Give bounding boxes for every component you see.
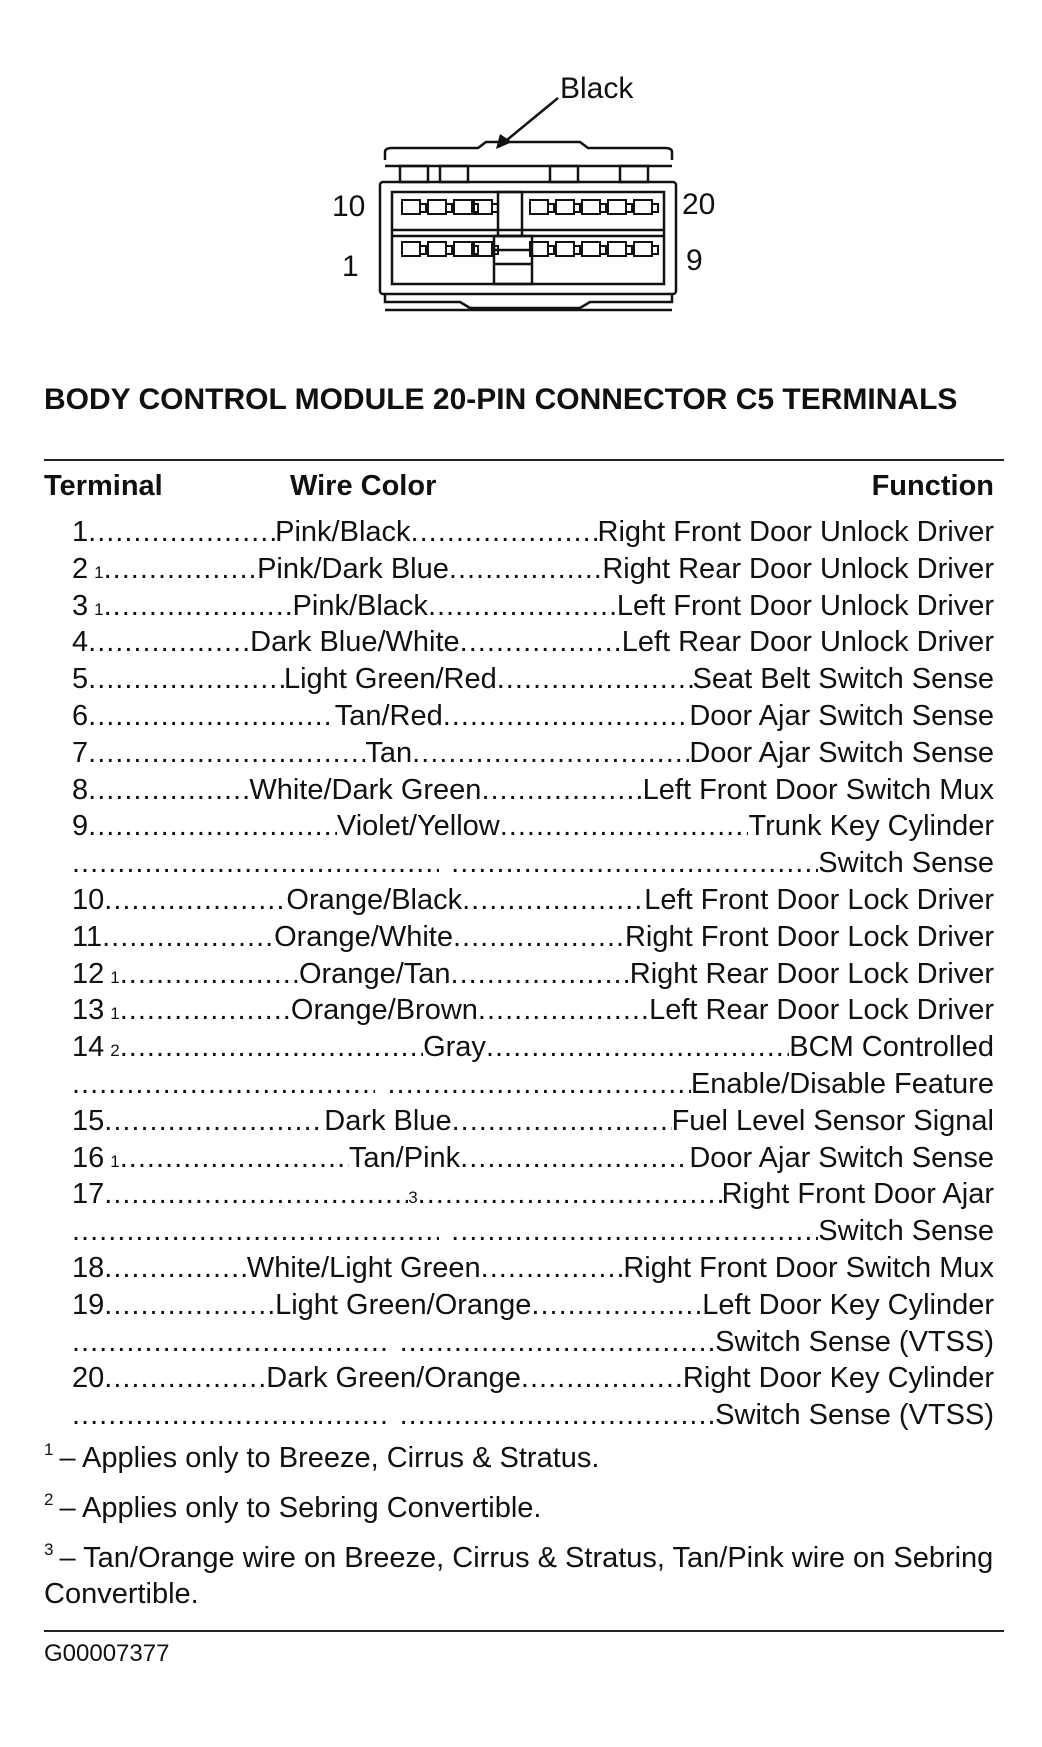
terminal-number: 15 [72, 1104, 105, 1137]
page-title: BODY CONTROL MODULE 20-PIN CONNECTOR C5 TERMINALS [44, 383, 958, 416]
terminal-function: Right Front Door Lock Driver [624, 920, 994, 953]
table-row [72, 1250, 994, 1287]
terminal-number: 1 [72, 516, 89, 548]
terminal-cavity-top-1-latch [420, 204, 426, 212]
wire-color: Pink/Black [275, 516, 411, 548]
leader-dots [88, 772, 249, 809]
footnote-text: – Applies only to Breeze, Cirrus & Stratus. [59, 1442, 600, 1474]
terminal-function: Left Rear Door Lock Driver [649, 994, 994, 1027]
table-row [72, 919, 994, 956]
terminal-number: 9 [72, 810, 89, 843]
leader-dots [120, 1140, 349, 1177]
terminal-number: 6 [72, 699, 89, 732]
terminal-number: 17 [72, 1178, 105, 1211]
leader-dots [72, 1066, 375, 1103]
terminal-number: 3 [72, 589, 89, 622]
terminal-cavity-top-2 [428, 200, 446, 214]
terminal-cavity-bottom-9-latch [652, 246, 658, 254]
terminal-function: Right Door Key Cylinder [682, 1362, 994, 1395]
leader-dots [104, 882, 286, 919]
column-header-wire-color: Wire Color [290, 470, 437, 502]
terminal-function: Left Front Door Lock Driver [644, 883, 994, 916]
pin-label-20: 20 [682, 188, 716, 221]
table-row: 16 1 ..... Tan/Pink ..... Door Ajar Switch Sense [72, 1140, 994, 1177]
color-pointer-arrow [502, 98, 558, 144]
leader-dots [497, 661, 693, 698]
connector-color-label: Black [560, 72, 634, 105]
leader-dots [460, 624, 622, 661]
footnote-text: – Applies only to Sebring Convertible. [59, 1492, 542, 1524]
terminal-table [72, 514, 994, 1434]
footnote [44, 1490, 994, 1526]
wire-color: Light Green/Orange [275, 1288, 532, 1321]
table-row [72, 514, 994, 551]
footnote [44, 1440, 994, 1476]
wire-color: Orange/Black [286, 883, 463, 916]
terminal-function: Right Rear Door Unlock Driver [602, 552, 994, 585]
terminal-cavity-bottom-1 [402, 242, 420, 256]
leader-dots [412, 735, 689, 772]
leader-dots [451, 956, 630, 993]
leader-dots [104, 1287, 275, 1324]
leader-dots [88, 514, 275, 551]
terminal-cavity-bottom-8 [608, 242, 626, 256]
leader-dots [88, 661, 284, 698]
terminal-function: Door Ajar Switch Sense [689, 736, 994, 769]
leader-dots [462, 882, 644, 919]
leader-dots [478, 992, 649, 1029]
leader-dots [120, 992, 291, 1029]
leader-dots [102, 919, 274, 956]
table-row [72, 1397, 994, 1434]
leader-dots [104, 1360, 266, 1397]
leader-dots [531, 1287, 702, 1324]
wire-color: Dark Blue/White [250, 626, 460, 659]
leader-dots [120, 956, 299, 993]
terminal-function: Right Front Door Unlock Driver [597, 516, 994, 548]
connector-diagram [0, 0, 1042, 340]
leader-dots [88, 808, 337, 845]
wire-color: Tan/Red [334, 699, 443, 732]
table-row [72, 698, 994, 735]
leader-dots [88, 624, 250, 661]
terminal-function: Right Front Door Ajar [721, 1178, 994, 1211]
terminal-cavity-top-6-latch [574, 204, 580, 212]
table-row [72, 1176, 994, 1213]
terminal-function: Right Front Door Switch Mux [623, 1251, 994, 1284]
leader-dots [451, 1213, 818, 1250]
leader-dots [104, 588, 293, 625]
terminal-cavity-top-5 [530, 200, 548, 214]
table-row [72, 735, 994, 772]
terminal-number: 5 [72, 663, 89, 696]
leader-dots [452, 1103, 672, 1140]
terminal-cavity-bottom-8-latch [626, 246, 632, 254]
footnote-text: – Tan/Orange wire on Breeze, Cirrus & Stratus, Tan/Pink wire on Sebring Convertible. [44, 1542, 994, 1610]
footnote [44, 1540, 994, 1612]
leader-dots [460, 1140, 689, 1177]
wire-color: Pink/Dark Blue [257, 552, 449, 585]
leader-dots [88, 698, 335, 735]
footnote-marker: 1 [44, 1440, 54, 1459]
wire-color: Gray [423, 1031, 486, 1064]
leader-dots [387, 1066, 690, 1103]
leader-dots [72, 1324, 388, 1361]
wire-color: White/Dark Green [249, 773, 482, 806]
wire-color: Violet/Yellow [336, 810, 500, 843]
terminal-cavity-top-5-latch [548, 204, 554, 212]
leader-dots [500, 808, 749, 845]
leader-dots [104, 551, 257, 588]
terminal-function: Seat Belt Switch Sense [692, 663, 994, 696]
footnote-marker: 3 [44, 1540, 54, 1559]
terminal-cavity-bottom-9 [634, 242, 652, 256]
terminal-number: 2 [72, 552, 89, 585]
terminal-cavity-top-6 [556, 200, 574, 214]
table-row [72, 624, 994, 661]
terminal-cavity-top-7 [582, 200, 600, 214]
terminal-cavity-bottom-7-latch [600, 246, 606, 254]
table-row: 3 1 ..... Pink/Black ..... Left Front Door Unlock Driver [72, 588, 994, 625]
table-row [72, 1360, 994, 1397]
terminal-function: Door Ajar Switch Sense [689, 699, 994, 732]
table-row: 14 2 ..... Gray ..... BCM Controlled [72, 1029, 994, 1066]
table-row [72, 772, 994, 809]
leader-dots [521, 1360, 683, 1397]
footer-divider [44, 1630, 1004, 1632]
terminal-function: Fuel Level Sensor Signal [671, 1104, 994, 1137]
leader-dots [72, 1397, 388, 1434]
table-row [72, 661, 994, 698]
terminal-cavity-top-9-latch [652, 204, 658, 212]
connector-housing-top [385, 142, 672, 160]
terminal-cavity-bottom-2-latch [446, 246, 452, 254]
wire-color: Pink/Black [292, 589, 428, 622]
leader-dots [72, 1213, 439, 1250]
terminal-function: Left Rear Door Unlock Driver [621, 626, 994, 659]
terminal-cavity-bottom-6-latch [574, 246, 580, 254]
leader-dots [453, 919, 625, 956]
terminal-function: Enable/Disable Feature [690, 1067, 994, 1100]
pin-label-1: 1 [342, 250, 359, 283]
terminal-cavity-bottom-6 [556, 242, 574, 256]
connector-body [380, 182, 676, 294]
leader-dots [104, 1176, 408, 1213]
footnotes [44, 1440, 994, 1626]
wire-color: Orange/White [274, 920, 453, 953]
wire-color: Tan [365, 736, 413, 769]
terminal-number: 16 [72, 1141, 105, 1174]
terminal-cavity-top-3 [454, 200, 472, 214]
terminal-function: Right Rear Door Lock Driver [629, 957, 994, 990]
leader-dots [88, 735, 365, 772]
connector-housing-bottom [385, 294, 672, 308]
leader-dots [411, 514, 598, 551]
terminal-function: BCM Controlled [789, 1031, 994, 1064]
figure-id: G00007377 [44, 1640, 170, 1667]
terminal-number: 18 [72, 1251, 105, 1284]
column-header-terminal: Terminal [44, 470, 163, 502]
column-header-function: Function [871, 470, 994, 502]
wire-color: Tan/Pink [348, 1141, 461, 1174]
terminal-number: 4 [72, 626, 89, 659]
table-row [72, 1287, 994, 1324]
table-row [72, 1324, 994, 1361]
terminal-function: Left Door Key Cylinder [702, 1288, 994, 1321]
leader-dots [104, 1250, 247, 1287]
terminal-function: Switch Sense [818, 847, 994, 880]
terminal-cavity-top-8-latch [626, 204, 632, 212]
terminal-cavity-bottom-1-latch [420, 246, 426, 254]
leader-dots [72, 845, 439, 882]
leader-dots [400, 1397, 716, 1434]
terminal-number: 20 [72, 1362, 105, 1395]
wire-color: Orange/Brown [290, 994, 478, 1027]
terminal-cavity-bottom-2 [428, 242, 446, 256]
terminal-cavity-top-1 [402, 200, 420, 214]
table-row: 2 1 ..... Pink/Dark Blue ..... Right Rear Door Unlock Driver [72, 551, 994, 588]
terminal-function: Left Front Door Switch Mux [642, 773, 994, 806]
terminal-cavity-bottom-3 [454, 242, 472, 256]
leader-dots [486, 1029, 789, 1066]
leader-dots [428, 588, 617, 625]
terminal-cavity-top-9 [634, 200, 652, 214]
wire-color: Dark Green/Orange [266, 1362, 521, 1395]
table-row [72, 882, 994, 919]
pin-label-9: 9 [686, 244, 703, 277]
leader-dots [104, 1103, 324, 1140]
leader-dots [481, 1250, 624, 1287]
terminal-cavity-bottom-5-latch [548, 246, 554, 254]
terminal-function: Door Ajar Switch Sense [689, 1141, 994, 1174]
leader-dots [481, 772, 642, 809]
terminal-number: 19 [72, 1288, 105, 1321]
leader-dots [120, 1029, 423, 1066]
table-row [72, 808, 994, 845]
table-header [44, 468, 994, 508]
terminal-number: 12 [72, 957, 105, 990]
terminal-number: 14 [72, 1031, 105, 1064]
table-row [72, 845, 994, 882]
terminal-function: Switch Sense (VTSS) [715, 1325, 994, 1358]
table-row: 12 1 ..... Orange/Tan ..... Right Rear Door Lock Driver [72, 956, 994, 993]
terminal-cavity-top-7-latch [600, 204, 606, 212]
pin-label-10: 10 [332, 190, 366, 223]
terminal-cavity-top-4-latch [492, 204, 498, 212]
table-row: 13 1 ..... Orange/Brown ..... Left Rear Door Lock Driver [72, 992, 994, 1029]
terminal-cavity-top-8 [608, 200, 626, 214]
leader-dots [418, 1176, 722, 1213]
table-row [72, 1213, 994, 1250]
leader-dots [443, 698, 690, 735]
footnote-marker: 3 [408, 1188, 418, 1208]
terminal-function: Switch Sense [818, 1215, 994, 1248]
terminal-number: 7 [72, 736, 89, 769]
leader-dots [400, 1324, 716, 1361]
title-divider [44, 459, 1004, 461]
terminal-number: 8 [72, 773, 89, 806]
terminal-function: Switch Sense (VTSS) [715, 1399, 994, 1432]
terminal-function: Left Front Door Unlock Driver [616, 589, 994, 622]
wire-color: White/Light Green [246, 1251, 481, 1284]
terminal-function: Trunk Key Cylinder [748, 810, 994, 843]
leader-dots [449, 551, 602, 588]
table-row [72, 1103, 994, 1140]
terminal-number: 13 [72, 994, 105, 1027]
terminal-cavity-bottom-7 [582, 242, 600, 256]
terminal-cavity-top-2-latch [446, 204, 452, 212]
terminal-number: 10 [72, 883, 105, 916]
leader-dots [451, 845, 818, 882]
footnote-marker: 2 [44, 1490, 54, 1509]
wire-color: Orange/Tan [298, 957, 451, 990]
wire-color: Dark Blue [324, 1104, 452, 1137]
table-row [72, 1066, 994, 1103]
wire-color: Light Green/Red [283, 663, 497, 696]
terminal-number: 11 [72, 920, 103, 953]
